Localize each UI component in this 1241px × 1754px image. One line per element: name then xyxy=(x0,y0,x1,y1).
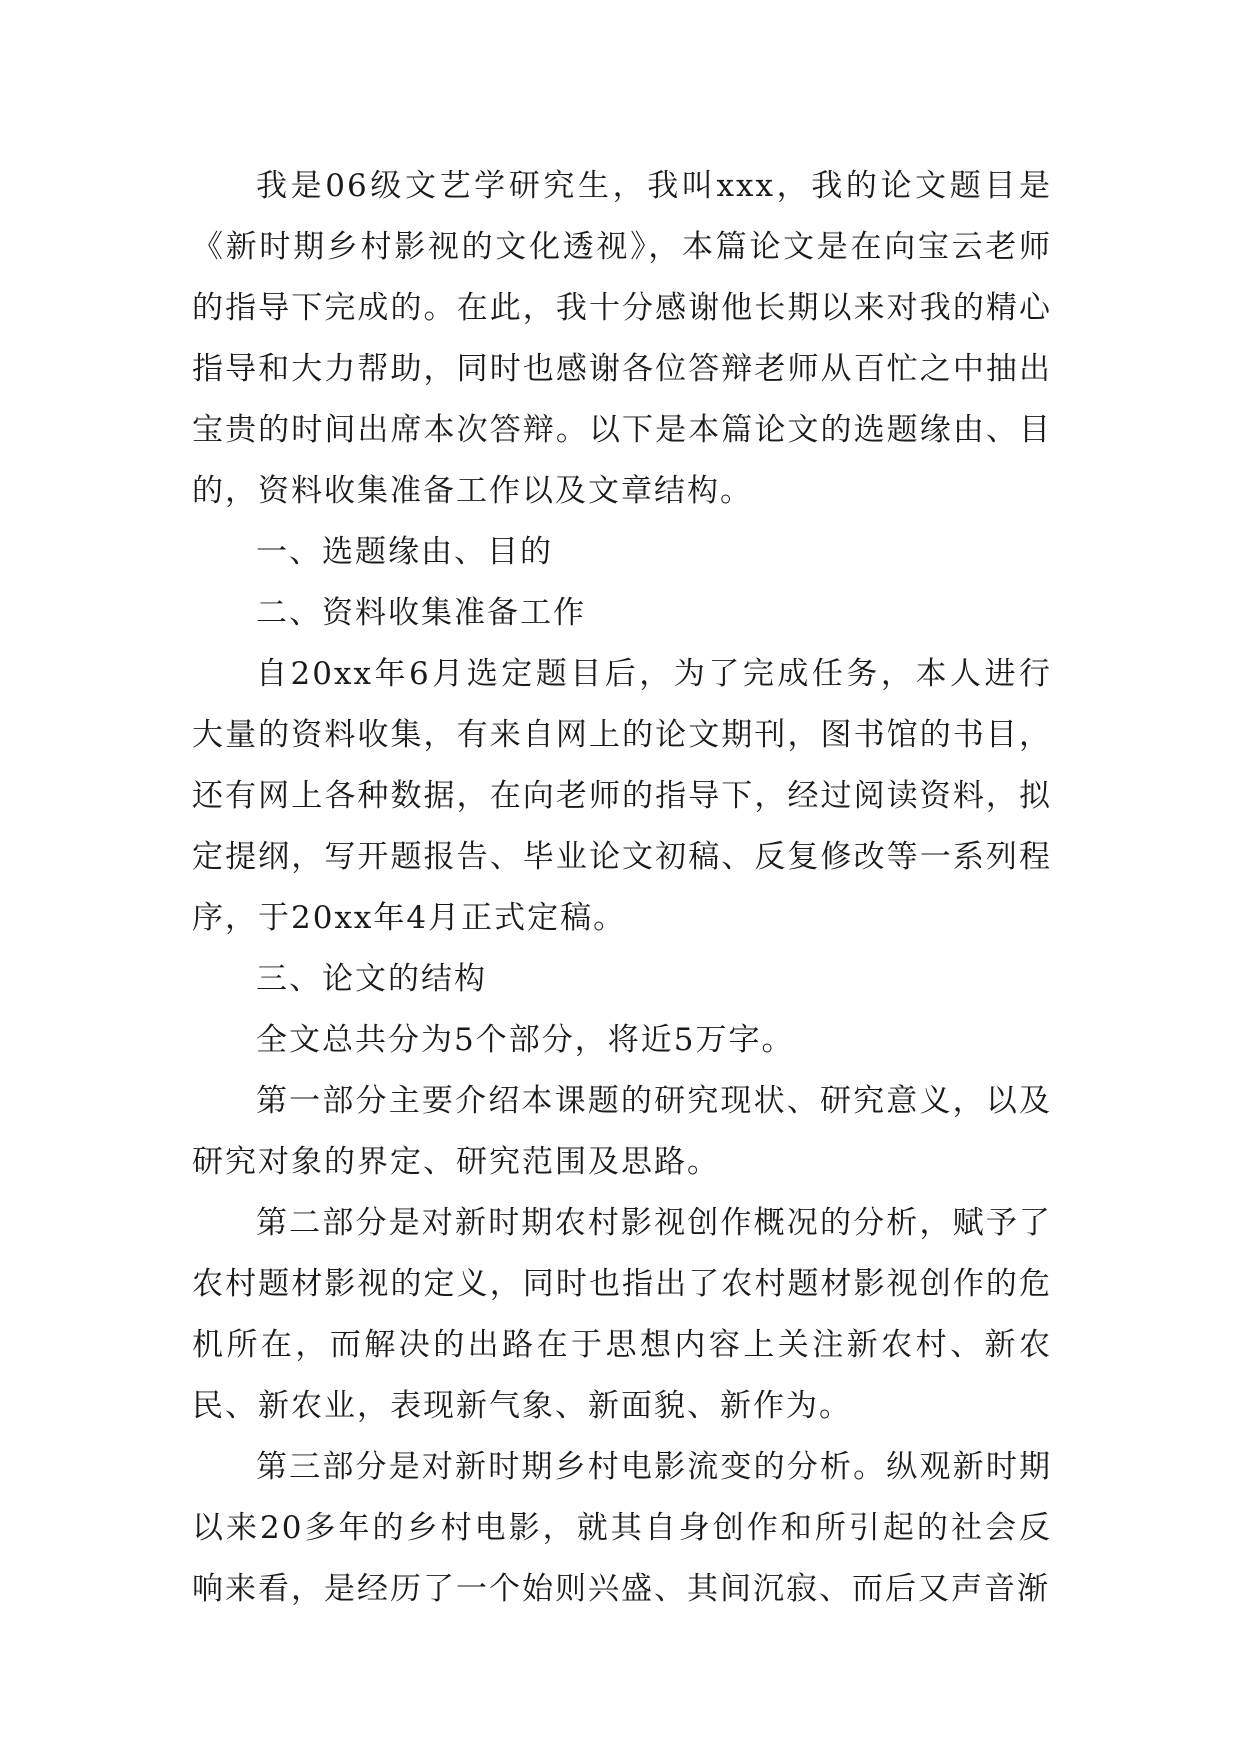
paragraph-intro: 我是06级文艺学研究生，我叫xxx，我的论文题目是《新时期乡村影视的文化透视》，本篇论文是在向宝云老师的指导下完成的。在此，我十分感谢他长期以来对我的精心指导和大力帮助，同时也感谢各位答辩老师从百忙之中抽出宝贵的时间出席本次答辩。以下是本篇论文的选题缘由、目的，资料收集准备工作以及文章结构。 xyxy=(192,168,1052,509)
paragraph-material: 自20xx年6月选定题目后，为了完成任务，本人进行大量的资料收集，有来自网上的论文期刊，图书馆的书目，还有网上各种数据，在向老师的指导下，经过阅读资料，拟定提纲，写开题报告、毕业论文初稿、反复修改等一系列程序，于20xx年4月正式定稿。 xyxy=(192,656,1052,936)
paragraph-part-2: 第二部分是对新时期农村影视创作概况的分析，赋予了农村题材影视的定义，同时也指出了农村题材影视创作的危机所在，而解决的出路在于思想内容上关注新农村、新农民、新农业，表现新气象、新面貌、新作为。 xyxy=(192,1205,1052,1424)
section-heading-2: 二、资料收集准备工作 xyxy=(256,595,586,631)
section-heading-1: 一、选题缘由、目的 xyxy=(256,534,553,570)
paragraph-part-3: 第三部分是对新时期乡村电影流变的分析。纵观新时期以来20多年的乡村电影，就其自身创作和所引起的社会反响来看，是经历了一个始则兴盛、其间沉寂、而后又声音渐 xyxy=(192,1449,1052,1607)
document-page xyxy=(192,156,1052,1620)
section-heading-3: 三、论文的结构 xyxy=(256,961,487,997)
paragraph-overview: 全文总共分为5个部分，将近5万字。 xyxy=(256,1022,795,1058)
paragraph-part-1: 第一部分主要介绍本课题的研究现状、研究意义，以及研究对象的界定、研究范围及思路。 xyxy=(192,1083,1052,1180)
